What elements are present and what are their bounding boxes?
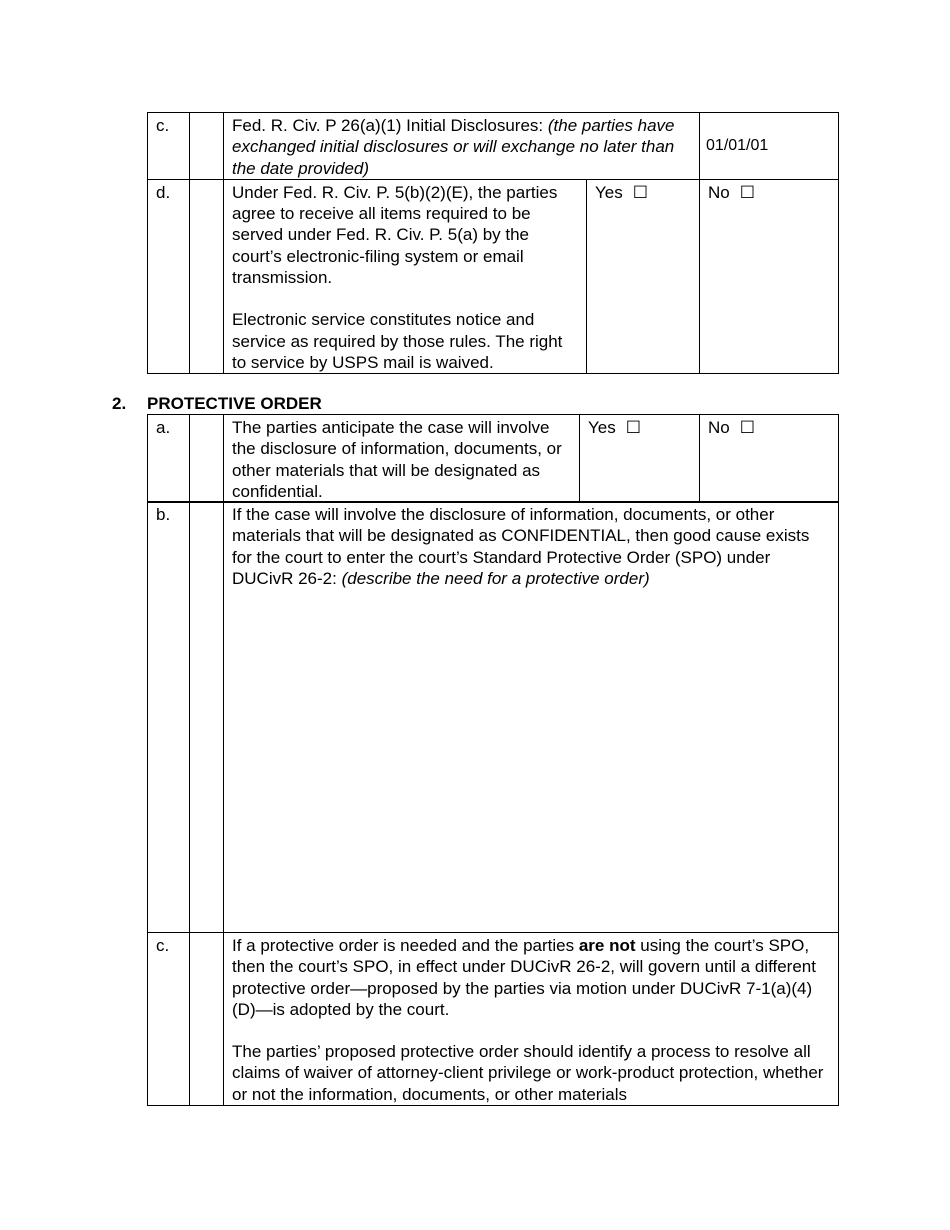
row-label: c. (148, 113, 190, 180)
blank-cell (190, 415, 224, 503)
yes-option[interactable]: Yes ☐ (587, 179, 700, 373)
blank-cell (190, 502, 224, 933)
protective-order-bc-table (147, 501, 839, 1106)
row-label: b. (148, 502, 190, 933)
checkbox-icon[interactable]: ☐ (739, 418, 755, 437)
row-text: Fed. R. Civ. P 26(a)(1) Initial Disclosures: (the parties have exchanged initial disclosures or will exchange no later than the date provided) (224, 113, 700, 180)
blank-cell (190, 179, 224, 373)
table-row (148, 113, 839, 180)
no-option[interactable]: No ☐ (700, 415, 839, 503)
disclosure-date-field[interactable]: 01/01/01 (700, 113, 839, 180)
blank-cell (190, 113, 224, 180)
checkbox-icon[interactable]: ☐ (632, 182, 648, 202)
checkbox-icon[interactable]: ☐ (739, 182, 755, 202)
row-label: c. (148, 933, 190, 1106)
protective-order-a-table (147, 414, 839, 503)
table-row (148, 502, 839, 933)
disclosures-table (147, 112, 839, 374)
row-text: The parties anticipate the case will involve the disclosure of information, documents, or other materials that will be designated as confidential. (224, 415, 580, 503)
section-heading: 2. PROTECTIVE ORDER (112, 394, 322, 413)
row-text: Under Fed. R. Civ. P. 5(b)(2)(E), the parties agree to receive all items required to be served under Fed. R. Civ. P. 5(a) by the court’s electronic-filing system or email transmission. Electronic service constitutes notice and service as required by those rules. The right to service by USPS mail is waived. (224, 179, 587, 373)
blank-cell (190, 933, 224, 1106)
row-label: d. (148, 179, 190, 373)
table-row (148, 179, 839, 373)
row-label: a. (148, 415, 190, 503)
table-row (148, 415, 839, 503)
no-option[interactable]: No ☐ (700, 179, 839, 373)
checkbox-icon[interactable]: ☐ (625, 418, 641, 437)
row-text: If a protective order is needed and the parties are not using the court’s SPO, then the court’s SPO, in effect under DUCivR 26-2, will govern until a different protective order—proposed by the parties via motion under DUCivR 7-1(a)(4)(D)—is adopted by the court. The parties’ proposed protective order should identify a process to resolve all claims of waiver of attorney-client privilege or work-product protection, whether or not the information, documents, or other materials (224, 933, 839, 1106)
yes-option[interactable]: Yes ☐ (580, 415, 700, 503)
table-row (148, 933, 839, 1106)
protective-order-need-field[interactable]: If the case will involve the disclosure of information, documents, or other materials that will be designated as CONFIDENTIAL, then good cause exists for the court to enter the court’s Standard Protective Order (SPO) under DUCivR 26-2: (describe the need for a protective order) (224, 502, 839, 933)
